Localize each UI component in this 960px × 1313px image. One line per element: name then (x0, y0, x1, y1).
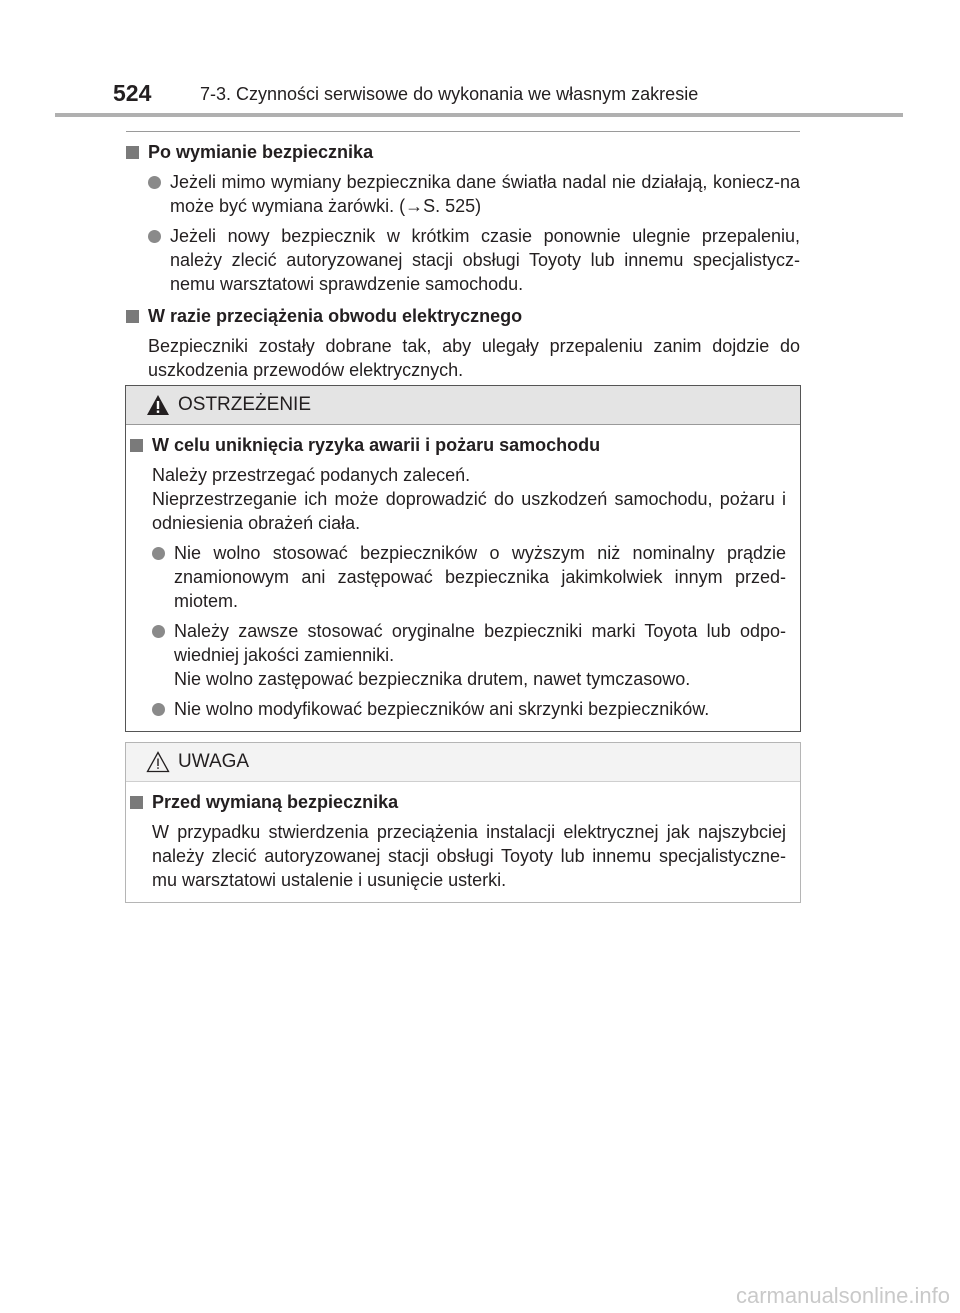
paragraph: W przypadku stwierdzenia przeciążenia instalacji elektrycznej jak najszybciej należy zlecić autoryzowanej stacji obsługi Toyoty lub innemu specjalistyczne-mu warsztatowi ustalenie i usunięcie usterki. (152, 822, 786, 890)
square-bullet-icon (130, 439, 143, 452)
content-divider (126, 131, 800, 132)
paragraph: Bezpieczniki zostały dobrane tak, aby ulegały przepaleniu zanim dojdzie do uszkodzenia przewodów elektrycznych. (148, 336, 800, 380)
page-number: 524 (113, 80, 152, 106)
notice-triangle-icon (146, 751, 170, 773)
square-bullet-icon (130, 796, 143, 809)
square-bullet-icon (126, 310, 139, 323)
round-bullet-icon (148, 176, 161, 189)
notice-body (126, 782, 800, 902)
round-bullet-icon (152, 703, 165, 716)
warning-header (126, 386, 800, 425)
notice-title: UWAGA (178, 751, 250, 772)
warning-title: OSTRZEŻENIE (178, 394, 312, 415)
list-item: Nie wolno modyfikować bezpieczników ani skrzynki bezpieczników. (152, 697, 786, 721)
section-title: 7-3. Czynności serwisowe do wykonania we własnym zakresie (200, 84, 699, 104)
list-item: Jeżeli mimo wymiany bezpiecznika dane światła nadal nie działają, koniecz-na może być wymiana żarówki. (→S. 525) (148, 170, 800, 218)
round-bullet-icon (152, 547, 165, 560)
warning-body (126, 425, 800, 731)
heading-circuit-overload: W razie przeciążenia obwodu elektrycznego (126, 304, 800, 328)
square-bullet-icon (126, 146, 139, 159)
header-divider (55, 113, 903, 117)
page-header (0, 0, 960, 118)
warning-heading: W celu uniknięcia ryzyka awarii i pożaru samochodu (130, 433, 786, 457)
notice-box (125, 742, 801, 903)
notice-header (126, 743, 800, 782)
main-content (126, 136, 800, 382)
paragraph: Nieprzestrzeganie ich może doprowadzić do uszkodzeń samochodu, pożaru i odniesienia obrażeń ciała. (152, 489, 786, 533)
round-bullet-icon (152, 625, 165, 638)
heading-after-fuse-replacement: Po wymianie bezpiecznika (126, 140, 800, 164)
warning-box (125, 385, 801, 732)
paragraph: Należy przestrzegać podanych zaleceń. (152, 465, 471, 485)
warning-triangle-icon (146, 394, 170, 416)
notice-heading: Przed wymianą bezpiecznika (130, 790, 786, 814)
list-item: Jeżeli nowy bezpiecznik w krótkim czasie ponownie ulegnie przepaleniu, należy zlecić autoryzowanej stacji obsługi Toyoty lub innemu specjalistycz-nemu warsztatowi sprawdzenie samochodu. (148, 224, 800, 296)
list-item: Należy zawsze stosować oryginalne bezpieczniki marki Toyota lub odpo-wiedniej jakości zamienniki. Nie wolno zastępować bezpiecznika drutem, nawet tymczasowo. (152, 619, 786, 691)
round-bullet-icon (148, 230, 161, 243)
watermark: carmanualsonline.info (735, 1283, 950, 1308)
list-item: Nie wolno stosować bezpieczników o wyższym niż nominalny prądzie znamionowym ani zastępować bezpiecznika jakimkolwiek innym przed-miotem. (152, 541, 786, 613)
